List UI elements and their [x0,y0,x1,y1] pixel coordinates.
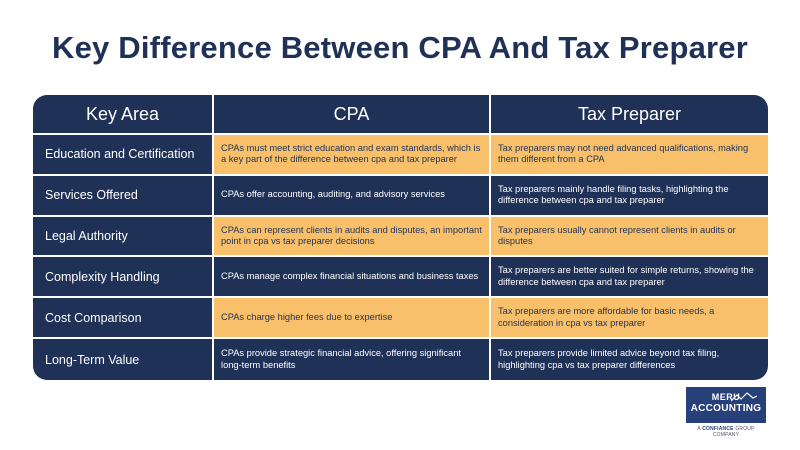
logo-line-2: ACCOUNTING [690,403,762,414]
tax-preparer-cell: Tax preparers are better suited for simple returns, showing the difference between cpa and tax preparer [491,257,768,298]
row-label: Complexity Handling [33,257,214,298]
cpa-cell: CPAs charge higher fees due to expertise [214,298,491,339]
logo-sub-prefix: A [697,426,701,432]
mountain-icon [731,392,757,402]
logo-line-1: MERU [711,392,741,402]
header-tax-preparer: Tax Preparer [491,95,768,135]
meru-accounting-logo [686,387,766,423]
comparison-table [33,95,768,380]
cpa-cell: CPAs offer accounting, auditing, and advisory services [214,176,491,217]
row-label: Legal Authority [33,217,214,258]
tax-preparer-cell: Tax preparers usually cannot represent clients in audits or disputes [491,217,768,258]
tax-preparer-cell: Tax preparers are more affordable for basic needs, a consideration in cpa vs tax preparer [491,298,768,339]
logo-sub-suffix: GROUP COMPANY [712,426,755,438]
logo-sub-brand: CONFIANCE [702,426,734,432]
logo-tagline [686,426,766,438]
cpa-cell: CPAs provide strategic financial advice, offering significant long-term benefits [214,339,491,380]
tax-preparer-cell: Tax preparers may not need advanced qualifications, making them different from a CPA [491,135,768,176]
row-label: Long-Term Value [33,339,214,380]
tax-preparer-cell: Tax preparers mainly handle filing tasks, highlighting the difference between cpa and tax preparer [491,176,768,217]
cpa-cell: CPAs must meet strict education and exam standards, which is a key part of the difference between cpa and tax preparer [214,135,491,176]
header-cpa: CPA [214,95,491,135]
row-label: Services Offered [33,176,214,217]
tax-preparer-cell: Tax preparers provide limited advice beyond tax filing, highlighting cpa vs tax preparer differences [491,339,768,380]
page-title: Key Difference Between CPA And Tax Preparer [52,30,748,65]
cpa-cell: CPAs manage complex financial situations and business taxes [214,257,491,298]
row-label: Education and Certification [33,135,214,176]
header-key-area: Key Area [33,95,214,135]
row-label: Cost Comparison [33,298,214,339]
cpa-cell: CPAs can represent clients in audits and disputes, an important point in cpa vs tax preparer decisions [214,217,491,258]
